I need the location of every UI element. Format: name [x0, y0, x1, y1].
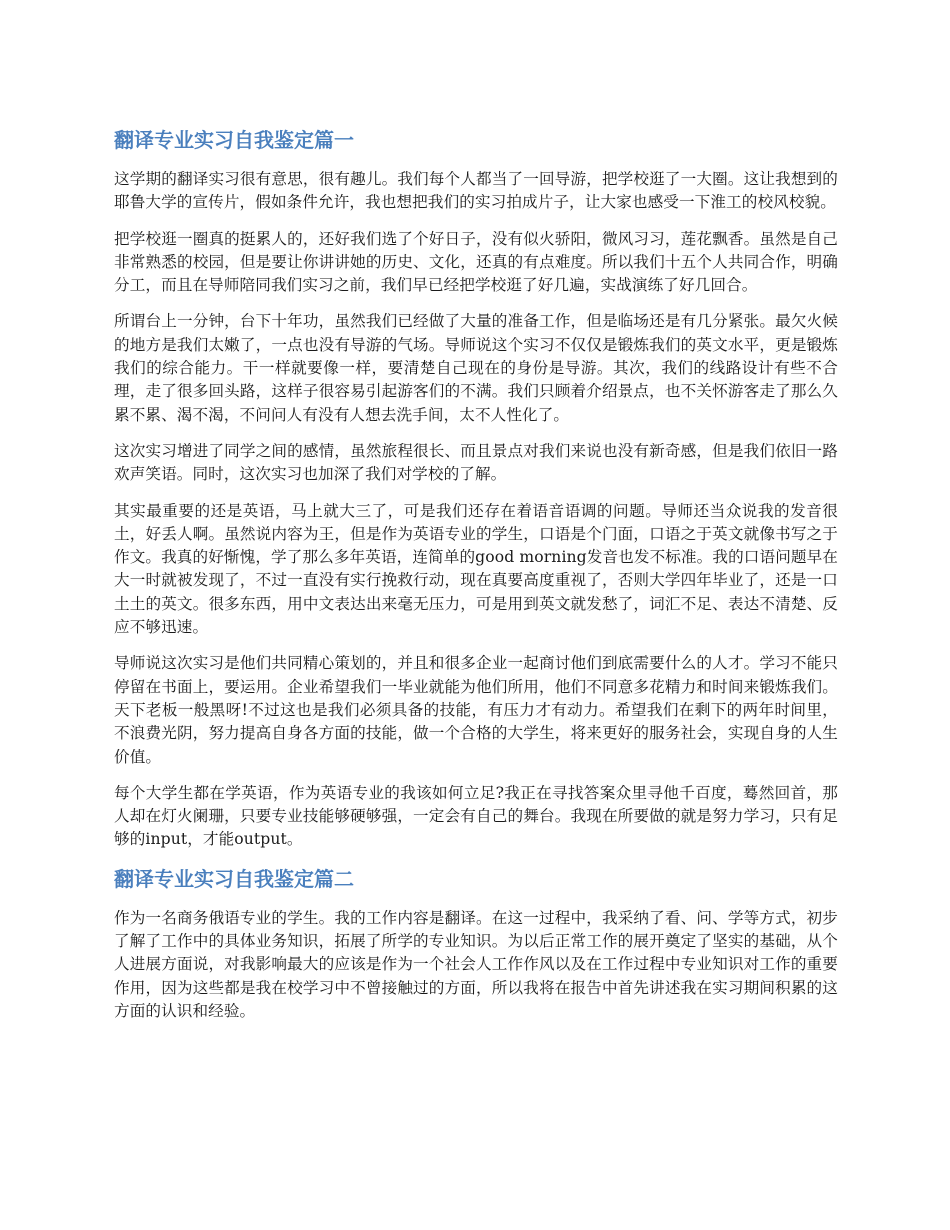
paragraph: 每个大学生都在学英语，作为英语专业的我该如何立足?我正在寻找答案众里寻他千百度，蓦然回首，那人却在灯火阑珊，只要专业技能够硬够强，一定会有自己的舞台。我现在所要做的就是努力学习，只有足够的input，才能output。 [114, 783, 838, 849]
paragraph: 作为一名商务俄语专业的学生。我的工作内容是翻译。在这一过程中，我采纳了看、问、学等方式，初步了解了工作中的具体业务知识，拓展了所学的专业知识。为以后正常工作的展开奠定了坚实的基础，从个人进展方面说，对我影响最大的应该是作为一个社会人工作作风以及在工作过程中专业知识对工作的重要作用，因为这些都是我在校学习中不曾接触过的方面，所以我将在报告中首先讲述我在实习期间积累的这方面的认识和经验。 [114, 908, 838, 1020]
paragraph: 把学校逛一圈真的挺累人的，还好我们选了个好日子，没有似火骄阳，微风习习，莲花飘香。虽然是自己非常熟悉的校园，但是要让你讲讲她的历史、文化，还真的有点难度。所以我们十五个人共同合作，明确分工，而且在导师陪同我们实习之前，我们早已经把学校逛了好几遍，实战演练了好几回合。 [114, 229, 838, 295]
paragraph: 其实最重要的还是英语，马上就大三了，可是我们还存在着语音语调的问题。导师还当众说我的发音很土，好丢人啊。虽然说内容为王，但是作为英语专业的学生，口语是个门面，口语之于英文就像书写之于作文。我真的好惭愧，学了那么多年英语，连简单的good morning发音也发不标准。我的口语问题早在大一时就被发现了，不过一直没有实行挽救行动，现在真要高度重视了，否则大学四年毕业了，还是一口土土的英文。很多东西，用中文表达出来毫无压力，可是用到英文就发愁了，词汇不足、表达不清楚、反应不够迅速。 [114, 501, 838, 637]
paragraph: 这次实习增进了同学之间的感情，虽然旅程很长、而且景点对我们来说也没有新奇感，但是我们依旧一路欢声笑语。同时，这次实习也加深了我们对学校的了解。 [114, 441, 838, 484]
paragraph: 导师说这次实习是他们共同精心策划的，并且和很多企业一起商讨他们到底需要什么的人才。学习不能只停留在书面上，要运用。企业希望我们一毕业就能为他们所用，他们不同意多花精力和时间来锻炼我们。天下老板一般黑呀!不过这也是我们必须具备的技能，有压力才有动力。希望我们在剩下的两年时间里，不浪费光阴，努力提高自身各方面的技能，做一个合格的大学生，将来更好的服务社会，实现自身的人生价值。 [114, 654, 838, 766]
section-heading: 翻译专业实习自我鉴定篇二 [114, 866, 354, 891]
section-1 [114, 126, 838, 852]
section-heading: 翻译专业实习自我鉴定篇一 [114, 128, 354, 152]
document-page [114, 126, 838, 1036]
paragraph: 这学期的翻译实习很有意思，很有趣儿。我们每个人都当了一回导游，把学校逛了一大圈。这让我想到的耶鲁大学的宣传片，假如条件允许，我也想把我们的实习拍成片子，让大家也感受一下淮工的校风校貌。 [114, 170, 838, 212]
paragraph: 所谓台上一分钟，台下十年功，虽然我们已经做了大量的准备工作，但是临场还是有几分紧张。最欠火候的地方是我们太嫩了，一点也没有导游的气场。导师说这个实习不仅仅是锻炼我们的英文水平，更是锻炼我们的综合能力。干一样就要像一样，要清楚自己现在的身份是导游。其次，我们的线路设计有些不合理，走了很多回头路，这样子很容易引起游客们的不满。我们只顾着介绍景点，也不关怀游客走了那么久累不累、渴不渴，不问问人有没有人想去洗手间，太不人性化了。 [114, 312, 838, 424]
section-2 [114, 865, 838, 1023]
